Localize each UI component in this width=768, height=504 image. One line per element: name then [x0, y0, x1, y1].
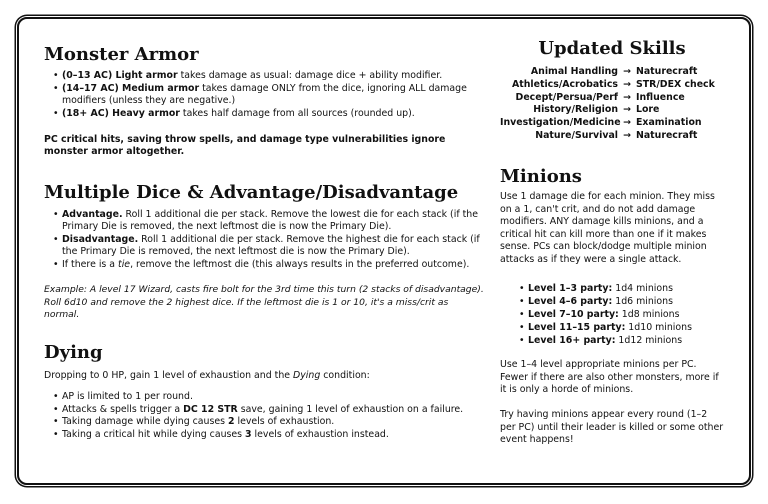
list-item: • Level 4–6 party: 1d6 minions: [528, 295, 738, 308]
skills-table: [500, 66, 724, 143]
monster-armor-note: PC critical hits, saving throw spells, and damage type vulnerabilities ignore monster armor altogether.: [44, 134, 446, 157]
minions-tip: Try having minions appear every round (1–2 per PC) until their leader is killed or some other event happens!: [500, 409, 724, 445]
list-item: • Level 7–10 party: 1d8 minions: [528, 308, 738, 321]
dying-heading: Dying: [44, 342, 103, 363]
minions-heading: Minions: [500, 166, 582, 187]
skill-row: Nature/Survival → Naturecraft: [535, 129, 698, 141]
list-item: • Attacks & spells trigger a DC 12 STR save, gaining 1 level of exhaustion on a failure.: [62, 404, 492, 416]
list-item: • AP is limited to 1 per round.: [62, 391, 492, 403]
skill-row: Investigation/Medicine → Examination: [500, 117, 702, 129]
list-item: • (0–13 AC) Light armor takes damage as usual: damage dice + ability modifier.: [62, 70, 492, 82]
list-item: • (18+ AC) Heavy armor takes half damage from all sources (rounded up).: [62, 108, 492, 120]
dying-intro: Dropping to 0 HP, gain 1 level of exhaustion and the Dying condition:: [44, 370, 370, 381]
skills-heading: Updated Skills: [538, 38, 686, 59]
list-item: • Level 16+ party: 1d12 minions: [528, 334, 738, 347]
minions-description: Use 1 damage die for each minion. They miss on a 1, can't crit, and do not add damage modifiers. ANY damage kills minions, and a critical hit can kill more than one if it makes sense. PCs can block/dodge multiple minion attacks as if they were a single attack.: [500, 191, 715, 265]
list-item: • Level 11–15 party: 1d10 minions: [528, 321, 738, 334]
monster-armor-heading: Monster Armor: [44, 44, 199, 65]
dice-heading: Multiple Dice & Advantage/Disadvantage: [44, 182, 459, 203]
list-item: • Disadvantage. Roll 1 additional die per stack. Remove the highest die for each stack (if the Primary Die is removed, the next leftmost die is now the Primary Die).: [62, 234, 492, 258]
dice-list: [46, 209, 492, 272]
list-item: • Taking damage while dying causes 2 levels of exhaustion.: [62, 416, 492, 428]
list-item: • Taking a critical hit while dying causes 3 levels of exhaustion instead.: [62, 429, 492, 441]
list-item: • If there is a tie, remove the leftmost die (this always results in the preferred outcome).: [62, 259, 492, 271]
list-item: • (14–17 AC) Medium armor takes damage ONLY from the dice, ignoring ALL damage modifiers (unless they are negative.): [62, 83, 492, 107]
skill-row: Decept/Persua/Perf → Influence: [515, 91, 685, 103]
minions-level-list: [512, 282, 738, 347]
dice-example: Example: A level 17 Wizard, casts fire bolt for the 3rd time this turn (2 stacks of disadvantage). Roll 6d10 and remove the 2 highest dice. If the leftmost die is 1 or 10, it's a miss/crit as normal.: [44, 284, 484, 320]
dying-list: [46, 391, 492, 441]
minions-guidance: Use 1–4 level appropriate minions per PC. Fewer if there are also other monsters, more if it is only a horde of minions.: [500, 359, 719, 395]
skill-row: Animal Handling → Naturecraft: [530, 66, 698, 77]
list-item: • Level 1–3 party: 1d4 minions: [528, 282, 738, 295]
monster-armor-list: [46, 70, 492, 121]
skill-row: History/Religion → Lore: [533, 104, 660, 116]
list-item: • Advantage. Roll 1 additional die per stack. Remove the lowest die for each stack (if the Primary Die is removed, the next leftmost die is now the Primary Die).: [62, 209, 492, 233]
skill-row: Athletics/Acrobatics → STR/DEX check: [512, 78, 715, 90]
